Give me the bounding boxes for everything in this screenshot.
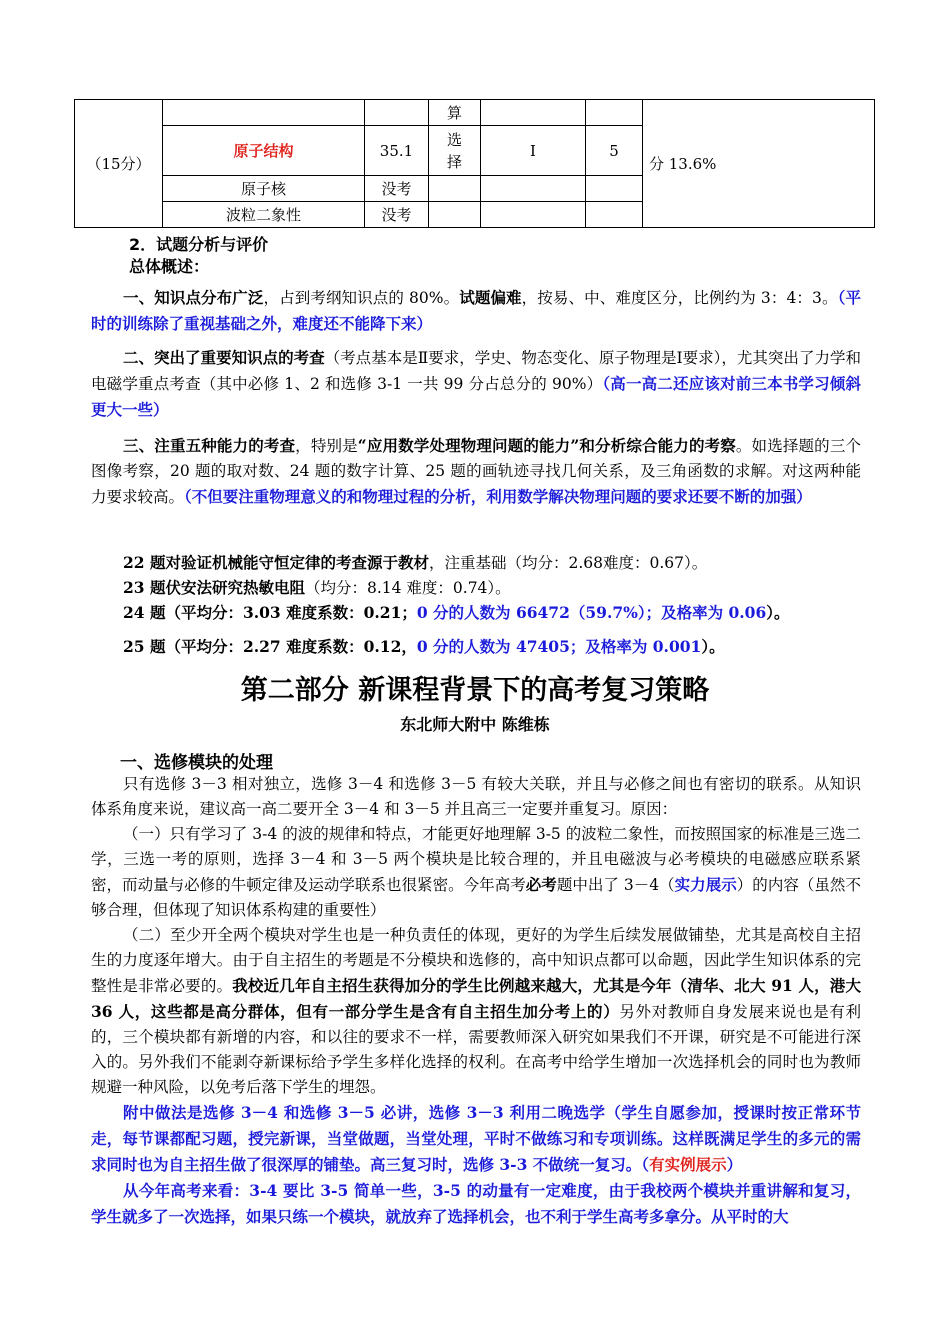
num-cell: 35.1 <box>365 126 429 176</box>
num-cell: 没考 <box>365 202 429 228</box>
share-cell: 分 13.6% <box>643 100 875 228</box>
paragraph-1: 一、知识点分布广泛，占到考纲知识点的 80%。试题偏难，按易、中、难度区分，比例约为 3：4：3。（平时的训练除了重视基础之外，难度还不能降下来） <box>91 288 861 333</box>
overview-heading: 总体概述： <box>129 257 210 276</box>
paragraph-2: 二、突出了重要知识点的考查（考点基本是Ⅱ要求，学史、物态变化、原子物理是Ⅰ要求），尤其突出了力学和电磁学重点考查（其中必修 1、2 和选修 3-1 一共 99 分占总分的 90%）（高一高二还应该对前三本书学习倾斜更大一些） <box>91 348 861 419</box>
topic-cell: 波粒二象性 <box>163 202 365 228</box>
q22-line: 22 题对验证机械能守恒定律的考查源于教材，注重基础（均分：2.68难度：0.67）。 <box>123 553 708 572</box>
q24-line: 24 题（平均分：3.03 难度系数：0.21；0 分的人数为 66472（59.7%）；及格率为 0.06）。 <box>123 603 790 622</box>
paragraph-s1: 只有选修 3－3 相对独立，选修 3－4 和选修 3－5 有较大关联，并且与必修之间也有密切的联系。从知识体系角度来说，建议高一高二要开全 3－4 和 3－5 并且高三一定要并重复习。原因： <box>91 775 861 818</box>
paragraph-s5: 从今年高考来看：3-4 要比 3-5 简单一些，3-5 的动量有一定难度，由于我校两个模块并重讲解和复习，学生就多了一次选择，如果只练一个模块，就放弃了选择机会，也不利于学生高考多拿分。从平时的大 <box>91 1181 861 1226</box>
exam-table <box>74 99 875 228</box>
score-cell: （15分） <box>75 100 163 228</box>
q23-line: 23 题伏安法研究热敏电阻（均分：8.14 难度：0.74）。 <box>123 578 511 597</box>
section-heading: 一、选修模块的处理 <box>120 753 273 773</box>
method-cell: 算 <box>429 100 481 126</box>
paragraph-s3: （二）至少开全两个模块对学生也是一种负责任的体现，更好的为学生后续发展做铺垫，尤其是高校自主招生的力度逐年增大。由于自主招生的考题是不分模块和选修的，高中知识点都可以命题，因此学生知识体系的完整性是非常必要的。我校近几年自主招生获得加分的学生比例越来越大，尤其是今年（清华、北大 91 人，港大 36 人，这些都是高分群体，但有一部分学生是含有自主招生加分考上的）另外对教师自身发展来说也是有利的，三个模块都有新增的内容，和以往的要求不一样，需要教师深入研究如果我们不开课，研究是不可能进行深入的。另外我们不能剥夺新课标给予学生多样化选择的权利。在高考中给学生增加一次选择机会的同时也为教师规避一种风险，以免考后落下学生的埋怨。 <box>91 926 861 1096</box>
level-cell: Ⅰ <box>481 126 586 176</box>
paragraph-s2: （一）只有学习了 3-4 的波的规律和特点，才能更好地理解 3-5 的波粒二象性，而按照国家的标准是三选二学，三选一考的原则，选择 3－4 和 3－5 两个模块是比较合理的，并且电磁波与必考模块的电磁感应联系紧密，而动量与必修的牛顿定律及运动学联系也很紧密。今年高考必考题中出了 3－4（实力展示）的内容（虽然不够合理，但体现了知识体系构建的重要性） <box>91 825 861 919</box>
q25-line: 25 题（平均分：2.27 难度系数：0.12，0 分的人数为 47405；及格率为 0.001）。 <box>123 637 725 656</box>
paragraph-3: 三、注重五种能力的考查，特别是“应用数学处理物理问题的能力”和分析综合能力的考察。如选择题的三个图像考察，20 题的取对数、24 题的数字计算、25 题的画轨迹寻找几何关系，及三角函数的求解。对这两种能力要求较高。（不但要注重物理意义的和物理过程的分析，利用数学解决物理问题的要求还要不断的加强） <box>91 436 861 506</box>
part2-title: 第二部分 新课程背景下的高考复习策略 <box>240 675 710 706</box>
table-row <box>75 100 875 126</box>
paragraph-s4: 附中做法是选修 3－4 和选修 3－5 必讲，选修 3－3 利用二晚选学（学生自愿参加，授课时按正常环节走，每节课都配习题，授完新课，当堂做题，当堂处理，平时不做练习和专项训练。这样既满足学生的多元的需求同时也为自主招生做了很深厚的铺垫。高三复习时，选修 3-3 不做统一复习。（有实例展示） <box>91 1103 861 1174</box>
topic-cell: 原子核 <box>163 176 365 202</box>
num-cell: 没考 <box>365 176 429 202</box>
analysis-heading: 2．试题分析与评价 <box>129 235 269 254</box>
topic-cell: 原子结构 <box>163 126 365 176</box>
points-cell: 5 <box>586 126 643 176</box>
part2-body <box>91 772 861 1230</box>
method-cell: 选择 <box>429 126 481 176</box>
part2-author: 东北师大附中 陈维栋 <box>400 715 550 734</box>
